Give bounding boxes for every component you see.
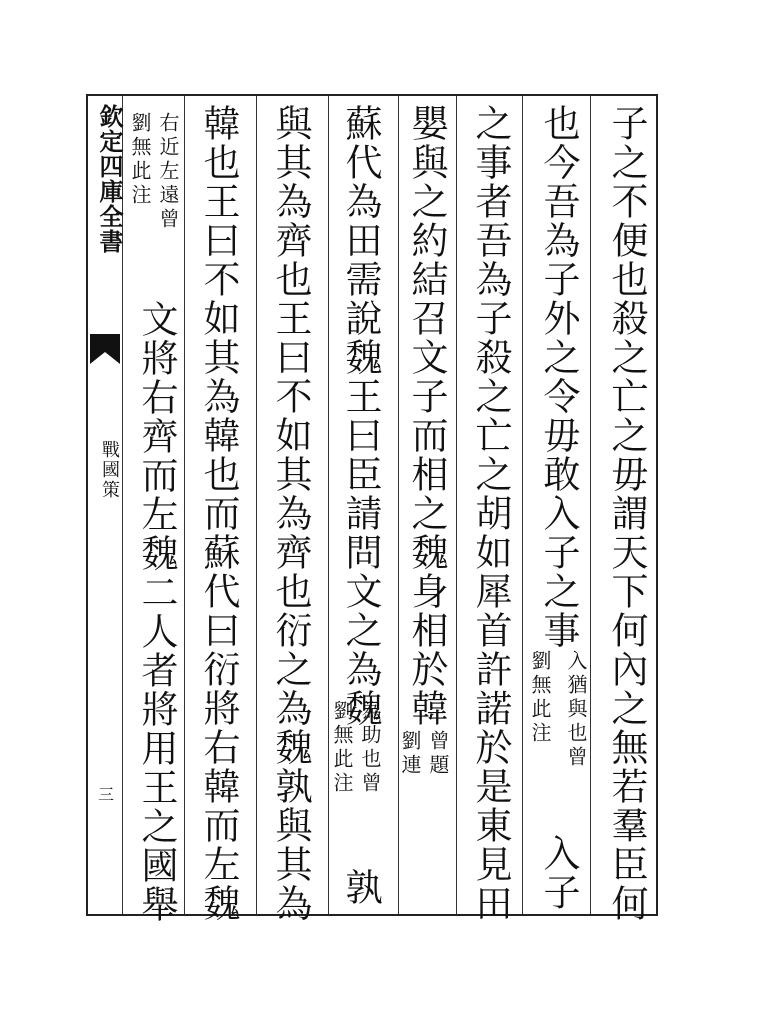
column-tail — [537, 834, 580, 912]
text-column-3 — [469, 104, 512, 923]
section-title: 戰國策 — [99, 440, 120, 500]
text-column-8 — [135, 300, 178, 924]
text-column-2 — [537, 104, 580, 650]
page-number: 三 — [98, 785, 115, 804]
annotation-left: 劉無此注 — [128, 112, 152, 208]
column-tail — [339, 868, 382, 907]
column-text: 之事者吾為子殺之亡之胡如犀首許諾於是東見田 — [469, 104, 512, 923]
column-text: 與其為齊也王曰不如其為齊也衍之為魏孰與其為 — [269, 104, 312, 923]
annotation-left: 劉無此注 — [528, 650, 552, 746]
column-divider — [328, 96, 329, 914]
text-column-4 — [405, 104, 448, 728]
column-divider — [184, 96, 185, 914]
annotation-right: 為助也曾 — [358, 700, 382, 796]
book-title: 欽定四庫全書 — [95, 104, 124, 254]
column-divider — [522, 96, 523, 914]
column-text: 文將右齊而左魏二人者將用王之國舉 — [135, 300, 178, 924]
column-text: 嬰與之約結召文子而相之魏身相於韓 — [405, 104, 448, 728]
column-divider — [398, 96, 399, 914]
column-divider — [456, 96, 457, 914]
column-text-tail: 入子 — [537, 834, 580, 912]
column-text: 蘇代為田需說魏王曰臣請問文之為魏 — [339, 104, 382, 728]
annotation-left: 劉無此注 — [330, 700, 354, 796]
annotation-right: 右近左遠曾 — [156, 112, 180, 232]
annotation-right: 曾題 — [426, 730, 450, 778]
column-text: 子之不便也殺之亡之毋謂天下何內之無若羣臣何 — [605, 104, 648, 923]
text-column-7 — [197, 104, 240, 923]
fish-tail-mark-icon — [90, 334, 120, 370]
column-divider — [256, 96, 257, 914]
text-column-5 — [339, 104, 382, 728]
column-text-tail: 孰 — [339, 868, 382, 907]
column-text: 也今吾為子外之令毋敢入子之事 — [537, 104, 580, 650]
annotation-left: 劉連 — [398, 730, 422, 778]
annotation-right: 入猶與也曾 — [564, 650, 588, 770]
column-divider — [590, 96, 591, 914]
column-text: 韓也王曰不如其為韓也而蘇代曰衍將右韓而左魏 — [197, 104, 240, 923]
text-column-1 — [605, 104, 648, 923]
text-column-6 — [269, 104, 312, 923]
